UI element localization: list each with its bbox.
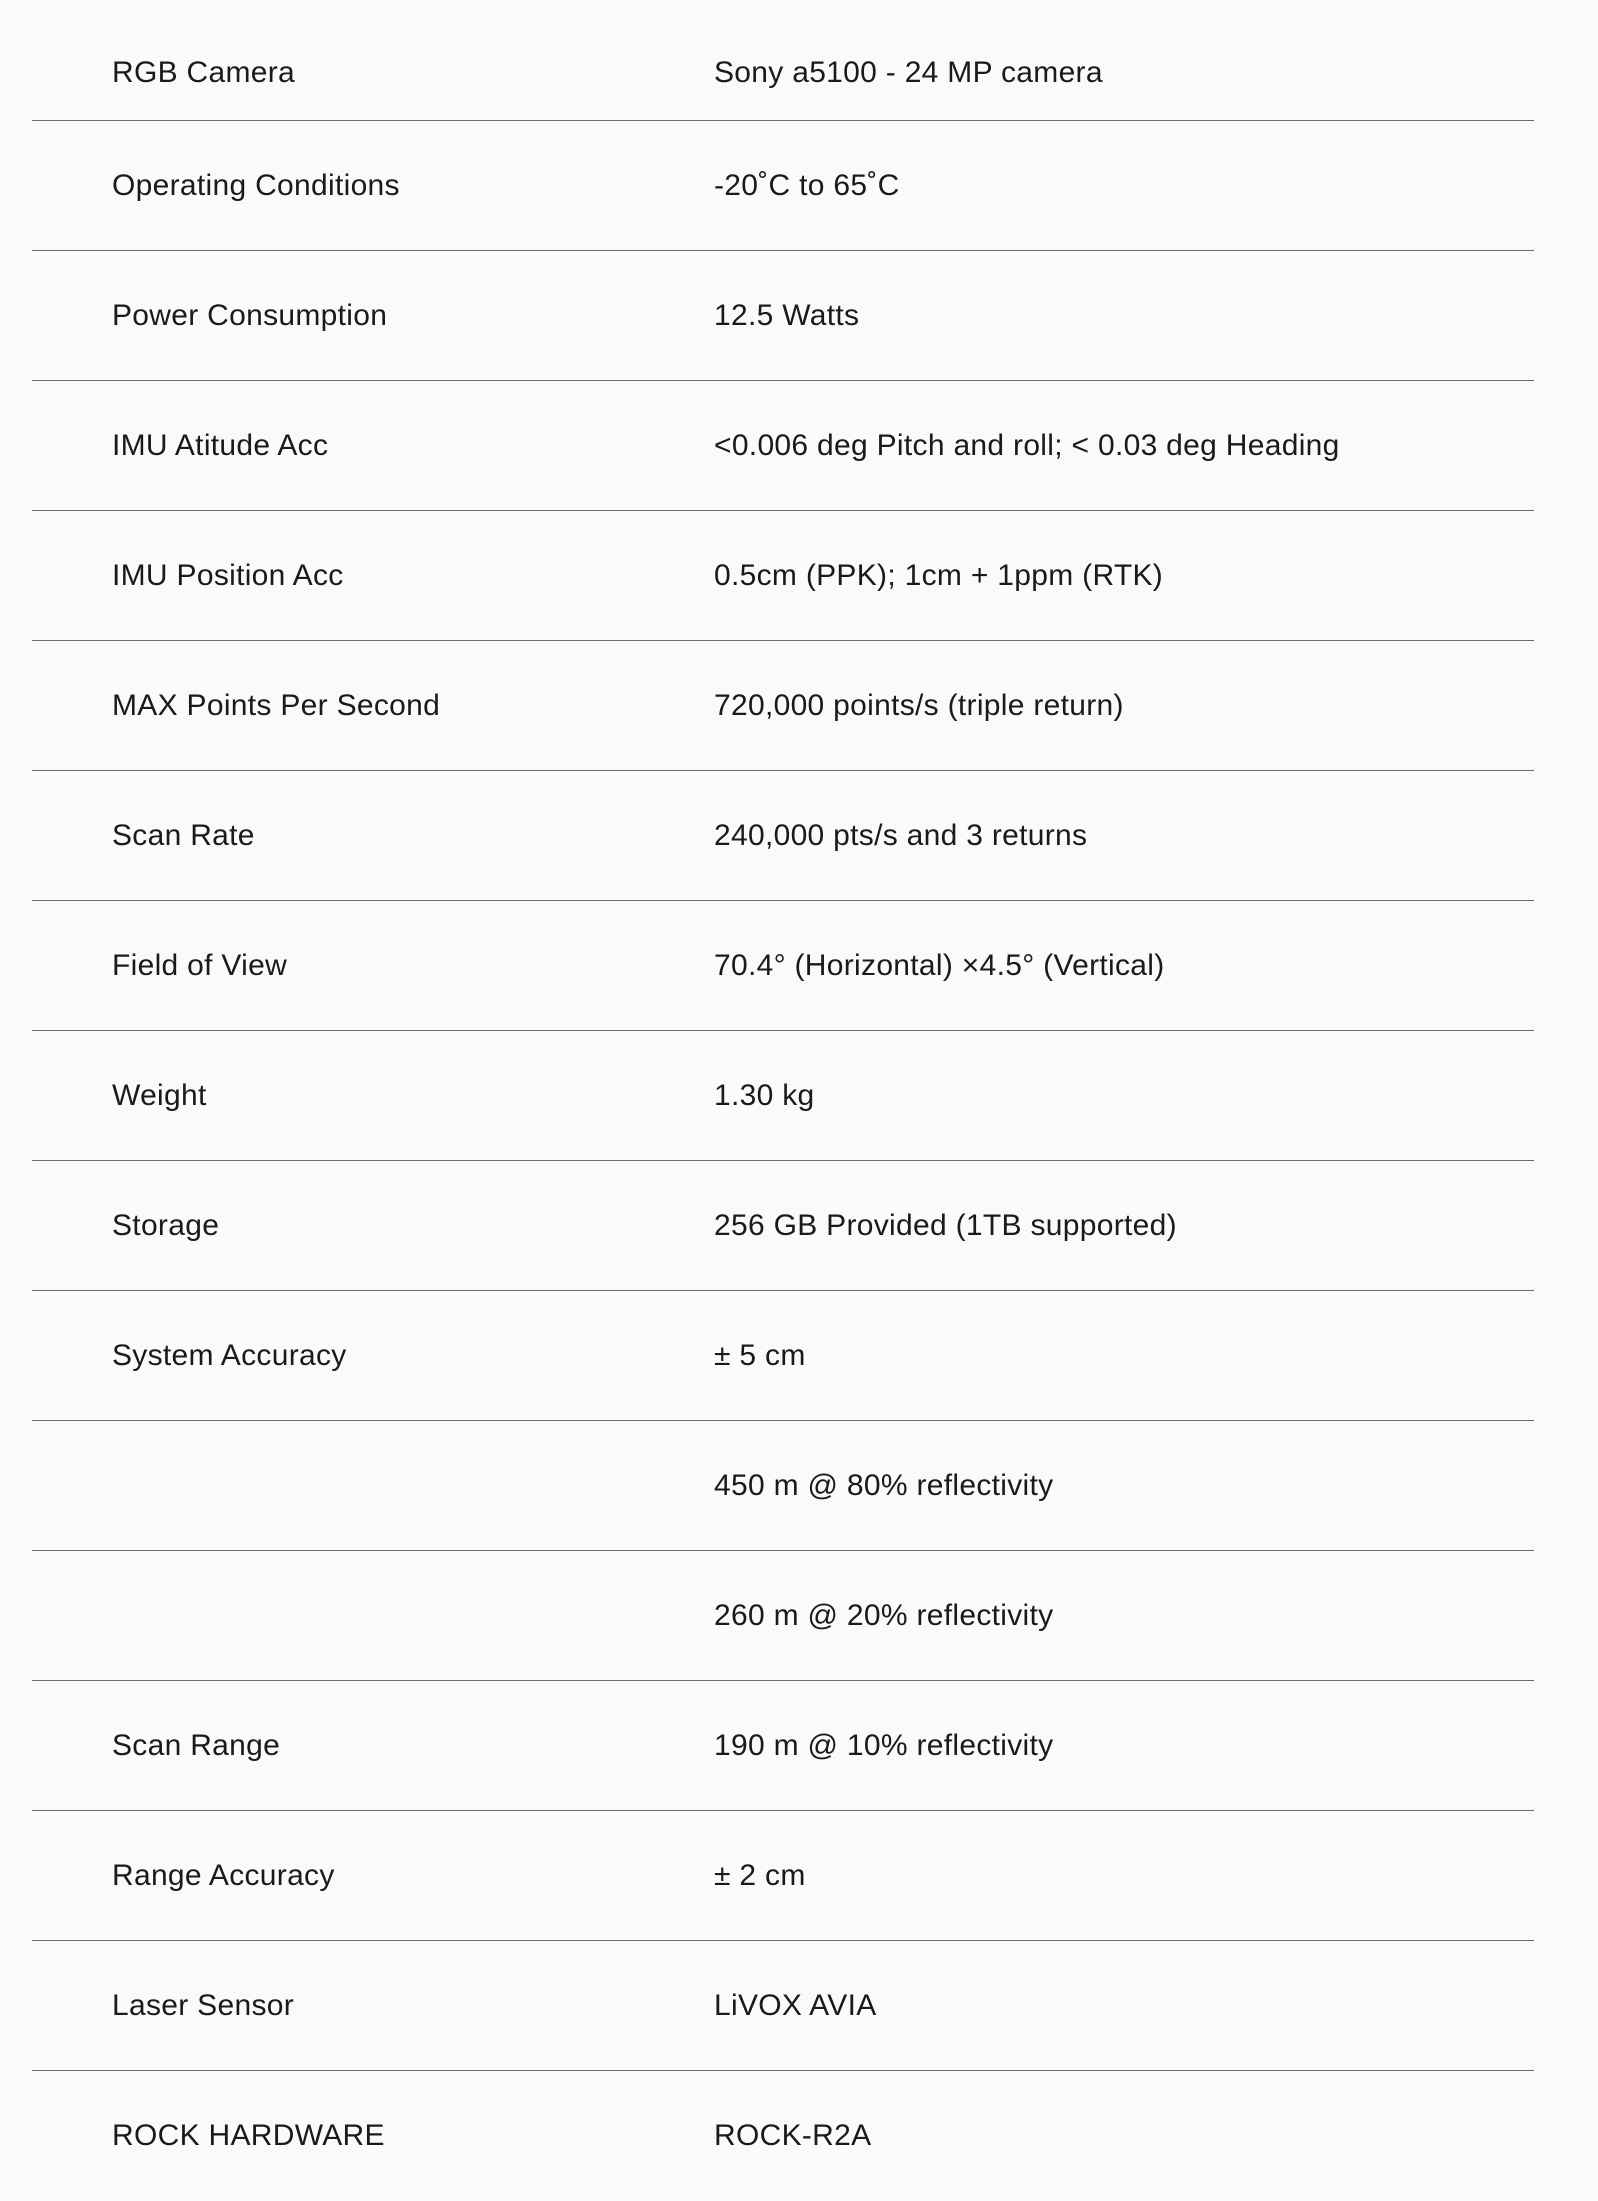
spec-value: 256 GB Provided (1TB supported) [714, 1208, 1177, 1242]
spec-value: 240,000 pts/s and 3 returns [714, 818, 1088, 852]
spec-value: 70.4° (Horizontal) ×4.5° (Vertical) [714, 948, 1165, 982]
spec-row-field-of-view [32, 901, 1534, 1031]
spec-row-weight [32, 1031, 1534, 1161]
spec-value: 190 m @ 10% reflectivity [714, 1728, 1054, 1762]
spec-label: Storage [112, 1208, 220, 1242]
spec-row-imu-attitude-acc [32, 381, 1534, 511]
spec-row-system-accuracy [32, 1291, 1534, 1421]
spec-row-imu-position-acc [32, 511, 1534, 641]
spec-label: MAX Points Per Second [112, 688, 441, 722]
spec-row-scan-range [32, 1681, 1534, 1811]
spec-value: Sony a5100 - 24 MP camera [714, 56, 1103, 89]
spec-row-range-accuracy [32, 1811, 1534, 1941]
spec-label: RGB Camera [112, 56, 296, 89]
spec-label: Field of View [112, 948, 288, 982]
spec-value: 12.5 Watts [714, 298, 860, 332]
spec-row-laser-sensor [32, 1941, 1534, 2071]
spec-row-power-consumption [32, 251, 1534, 381]
spec-label: Laser Sensor [112, 1988, 295, 2022]
spec-value: <0.006 deg Pitch and roll; < 0.03 deg Heading [714, 428, 1340, 462]
spec-row-storage [32, 1161, 1534, 1291]
spec-value: 260 m @ 20% reflectivity [714, 1598, 1054, 1632]
spec-value: 450 m @ 80% reflectivity [714, 1468, 1054, 1502]
spec-row-max-points-per-second [32, 641, 1534, 771]
spec-value: ROCK-R2A [714, 2119, 872, 2152]
spec-row-operating-conditions [32, 121, 1534, 251]
spec-row-rgb-camera [32, 0, 1534, 121]
spec-value: ± 2 cm [714, 1858, 806, 1892]
spec-value: 1.30 kg [714, 1078, 815, 1112]
spec-value: ± 5 cm [714, 1338, 806, 1372]
spec-row-scan-range-80 [32, 1421, 1534, 1551]
spec-label: Operating Conditions [112, 168, 400, 202]
spec-row-scan-rate [32, 771, 1534, 901]
spec-value: LiVOX AVIA [714, 1988, 877, 2022]
spec-label: Scan Range [112, 1728, 281, 1762]
spec-label: Weight [112, 1078, 207, 1112]
spec-label: Range Accuracy [112, 1858, 335, 1892]
spec-value: 0.5cm (PPK); 1cm + 1ppm (RTK) [714, 558, 1164, 592]
spec-label: Scan Rate [112, 818, 255, 852]
spec-label: IMU Position Acc [112, 558, 344, 592]
spec-value: -20˚C to 65˚C [714, 168, 900, 202]
spec-value: 720,000 points/s (triple return) [714, 688, 1124, 722]
spec-row-scan-range-20 [32, 1551, 1534, 1681]
spec-label: System Accuracy [112, 1338, 347, 1372]
spec-label: IMU Atitude Acc [112, 428, 329, 462]
spec-row-rock-hardware [32, 2071, 1534, 2201]
spec-table [32, 0, 1534, 2201]
spec-label: Power Consumption [112, 298, 388, 332]
spec-label: ROCK HARDWARE [112, 2119, 385, 2152]
